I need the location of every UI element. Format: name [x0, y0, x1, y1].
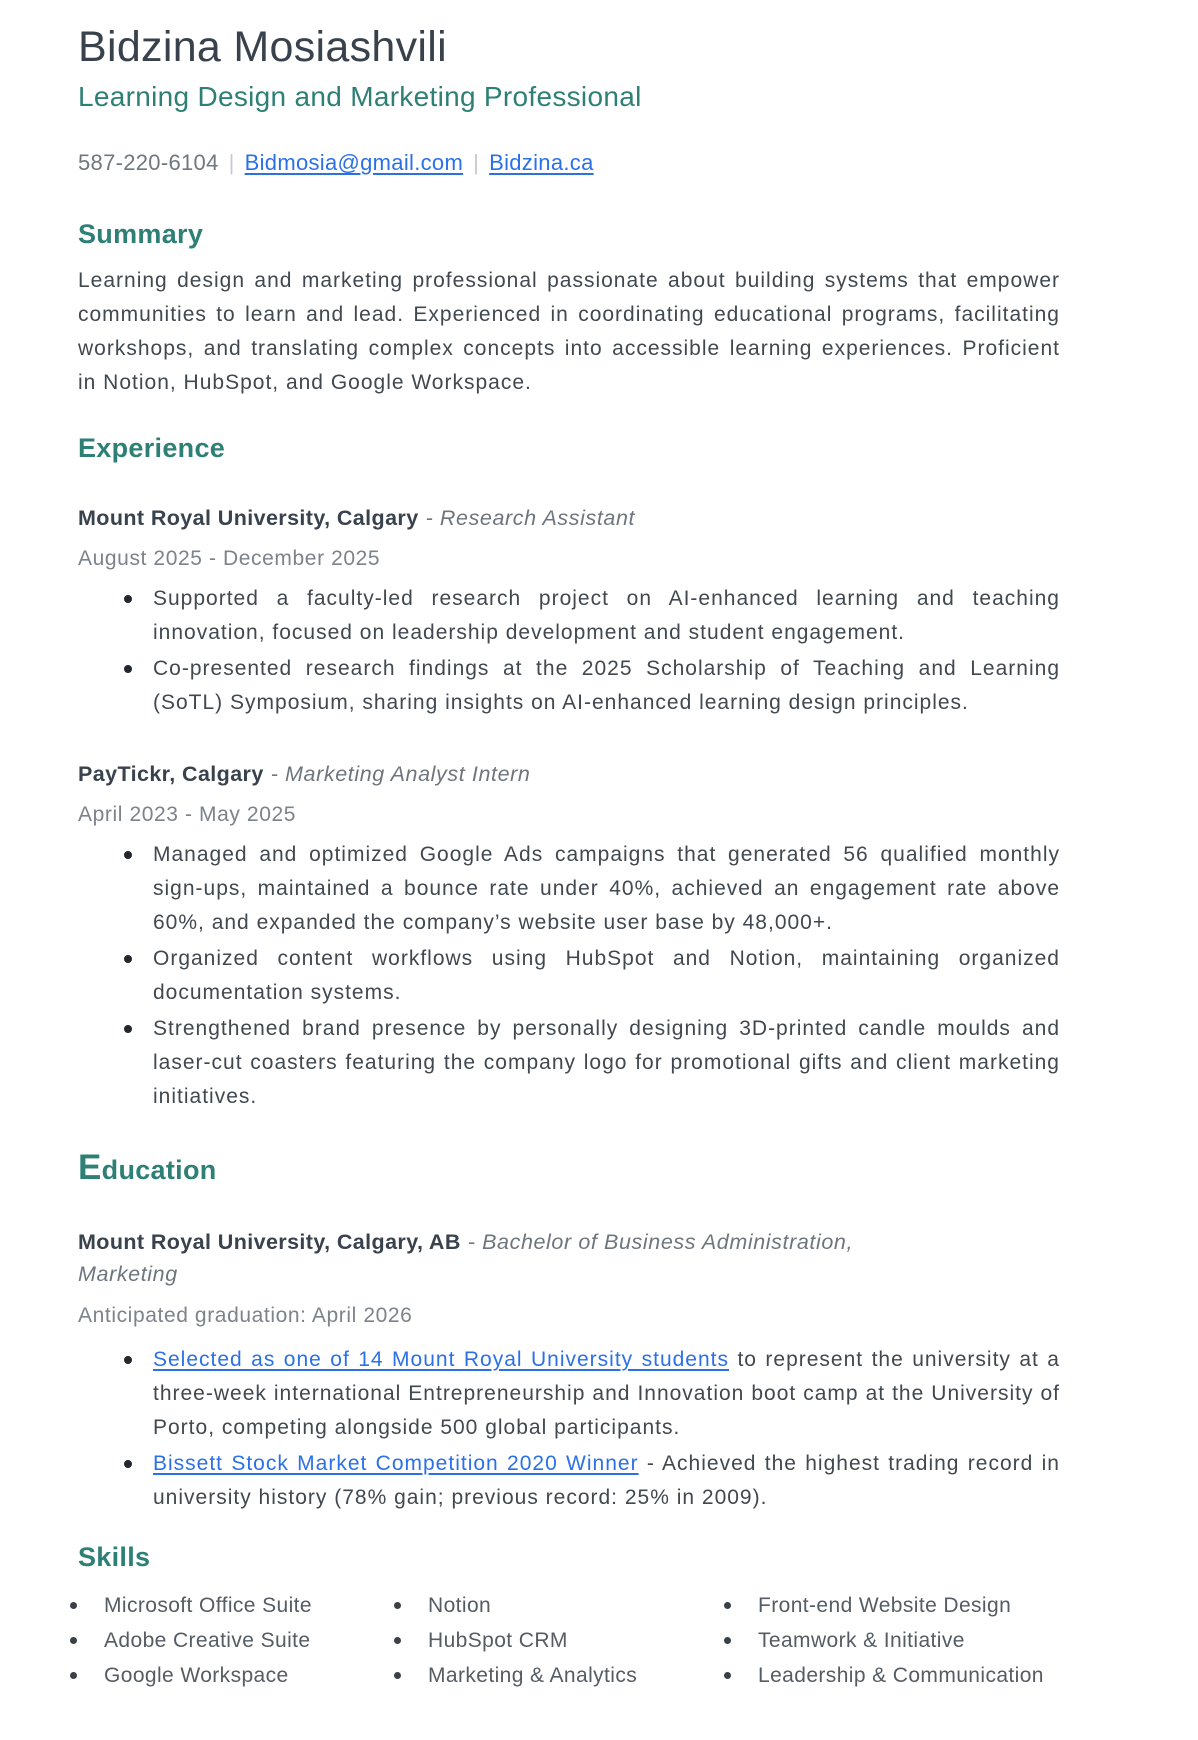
skill-item: HubSpot CRM	[392, 1624, 722, 1658]
education-bullet-list	[78, 1343, 1060, 1515]
job-bullet-list	[78, 838, 1060, 1114]
company-name: Mount Royal University, Calgary	[78, 506, 419, 530]
company-name: PayTickr, Calgary	[78, 762, 264, 786]
skills-grid	[68, 1589, 1060, 1693]
job-role: - Marketing Analyst Intern	[270, 762, 531, 786]
job-dates: August 2025 - December 2025	[78, 547, 381, 570]
education-bullet-text: - Achieved the highest trading record in university history (78% gain; previous record: 25% in 2009).	[153, 1452, 1060, 1509]
education-bullet-link[interactable]: Selected as one of 14 Mount Royal University students	[153, 1348, 729, 1371]
contact-separator: |	[228, 150, 235, 175]
job-title	[78, 504, 1060, 533]
education-bullet-text: to represent the university at a three-week international Entrepreneurship and Innovation boot camp at the University of Porto, competing alongside 500 global participants.	[153, 1348, 1060, 1439]
education-heading-initial: E	[78, 1148, 102, 1187]
skills-column-1	[68, 1589, 392, 1693]
phone-number: 587-220-6104	[78, 150, 219, 175]
email-link[interactable]: Bidmosia@gmail.com	[244, 150, 464, 175]
school-name: Mount Royal University, Calgary, AB	[78, 1230, 461, 1254]
education-heading-rest: ducation	[101, 1155, 217, 1185]
person-title: Learning Design and Marketing Professional	[78, 81, 642, 112]
education-bullet	[78, 1343, 1060, 1445]
degree-name: - Bachelor of Business Administration, Marketing	[78, 1230, 854, 1286]
education-bullet-link[interactable]: Bissett Stock Market Competition 2020 Winner	[153, 1452, 639, 1475]
job-role: - Research Assistant	[425, 506, 636, 530]
skills-column-2	[392, 1589, 722, 1693]
job-bullet: Supported a faculty-led research project on AI-enhanced learning and teaching innovation, focused on leadership development and student engagement.	[78, 582, 1060, 650]
job-bullet: Strengthened brand presence by personally designing 3D-printed candle moulds and laser-cut coasters featuring the company logo for promotional gifts and client marketing initiatives.	[78, 1012, 1060, 1114]
education-heading	[78, 1148, 1060, 1187]
skill-item: Adobe Creative Suite	[68, 1624, 392, 1658]
experience-entry	[78, 760, 1060, 1114]
job-dates: April 2023 - May 2025	[78, 803, 297, 826]
person-name: Bidzina Mosiashvili	[78, 23, 447, 71]
job-bullet: Co-presented research findings at the 2025 Scholarship of Teaching and Learning (SoTL) Symposium, sharing insights on AI-enhanced learning design principles.	[78, 652, 1060, 720]
skill-item: Leadership & Communication	[722, 1659, 1060, 1693]
skill-item: Google Workspace	[68, 1659, 392, 1693]
summary-heading: Summary	[78, 219, 204, 249]
education-title	[78, 1226, 898, 1290]
contact-line	[78, 150, 1060, 176]
education-dates: Anticipated graduation: April 2026	[78, 1304, 413, 1327]
job-title	[78, 760, 1060, 789]
section-education	[78, 1148, 1060, 1515]
section-experience	[78, 432, 1060, 1114]
education-bullet	[78, 1447, 1060, 1515]
experience-heading: Experience	[78, 433, 226, 463]
skills-heading: Skills	[78, 1542, 151, 1572]
job-bullet: Organized content workflows using HubSpot and Notion, maintaining organized documentation systems.	[78, 942, 1060, 1010]
website-link[interactable]: Bidzina.ca	[489, 150, 594, 175]
summary-text: Learning design and marketing professional passionate about building systems that empower communities to learn and lead. Experienced in coordinating educational programs, facilitating workshops, and translating complex concepts into accessible learning experiences. Proficient in Notion, HubSpot, and Google Workspace.	[78, 269, 1060, 394]
skill-item: Teamwork & Initiative	[722, 1624, 1060, 1658]
skill-item: Marketing & Analytics	[392, 1659, 722, 1693]
education-entry	[78, 1226, 1060, 1515]
skill-item: Microsoft Office Suite	[68, 1589, 392, 1623]
job-bullet-list	[78, 582, 1060, 720]
section-summary	[78, 218, 1060, 400]
contact-separator: |	[473, 150, 480, 175]
skill-item: Front-end Website Design	[722, 1589, 1060, 1623]
section-skills	[78, 1541, 1060, 1693]
experience-entry	[78, 504, 1060, 720]
skill-item: Notion	[392, 1589, 722, 1623]
skills-column-3	[722, 1589, 1060, 1693]
job-bullet: Managed and optimized Google Ads campaigns that generated 56 qualified monthly sign-ups, maintained a bounce rate under 40%, achieved an engagement rate above 60%, and expanded the company’s website user base by 48,000+.	[78, 838, 1060, 940]
